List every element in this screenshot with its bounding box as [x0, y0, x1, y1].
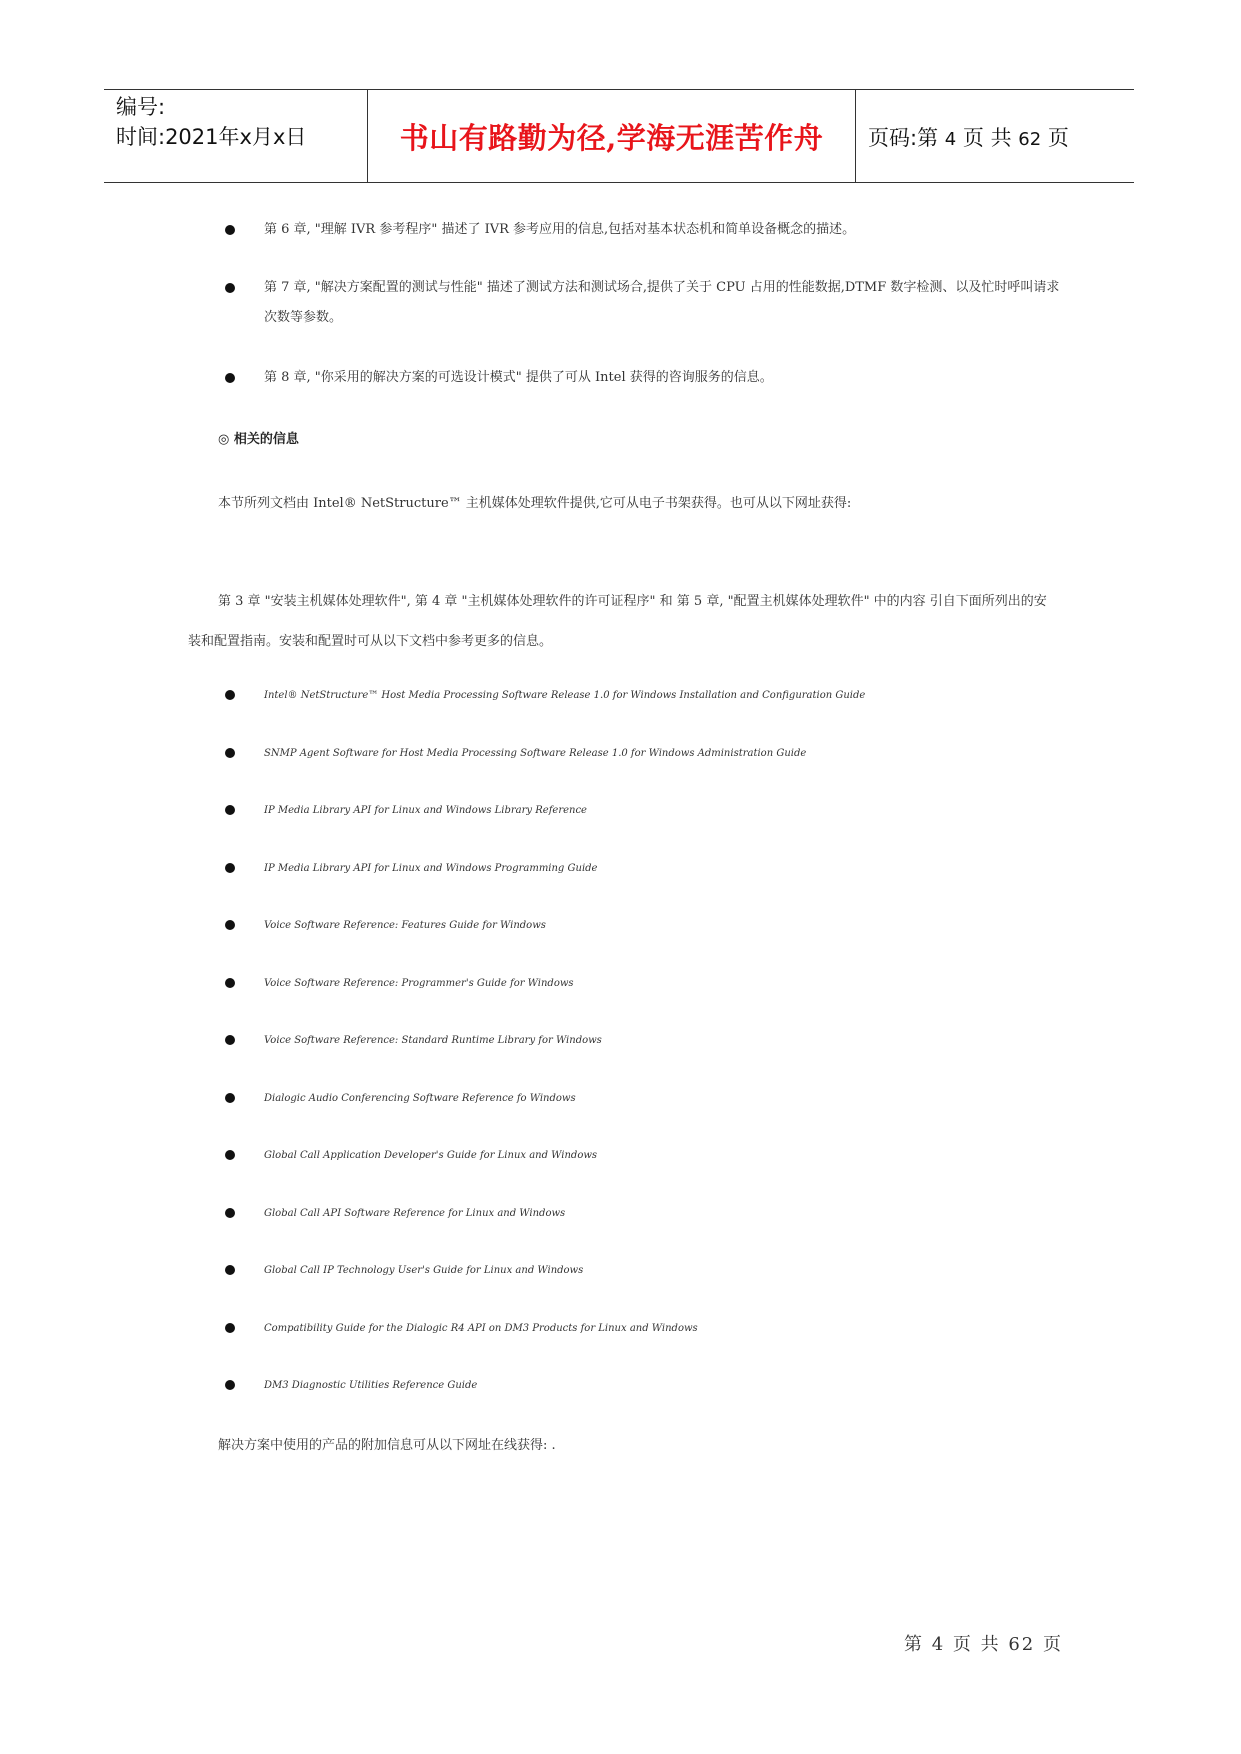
document-time-label: 时间:2021年x月x日 [116, 125, 307, 149]
related-info-heading: ◎ 相关的信息 [218, 432, 299, 447]
reference-item: Global Call API Software Reference for Linux and Windows [264, 1208, 566, 1219]
bullet-icon [225, 1093, 235, 1103]
bullet-icon [225, 373, 235, 383]
reference-item: Voice Software Reference: Standard Runtime Library for Windows [264, 1035, 602, 1046]
reference-item: Compatibility Guide for the Dialogic R4 API on DM3 Products for Linux and Windows [264, 1323, 698, 1334]
header-top-rule [104, 89, 1134, 90]
page-current: 4 [944, 129, 957, 150]
reference-item: Voice Software Reference: Programmer's Guide for Windows [264, 978, 574, 989]
chapter-item: 第 6 章, "理解 IVR 参考程序" 描述了 IVR 参考应用的信息,包括对基本状态机和简单设备概念的描述。 [264, 222, 856, 237]
reference-item: Dialogic Audio Conferencing Software Reference fo Windows [264, 1093, 576, 1104]
bullet-icon [225, 748, 235, 758]
bullet-icon [225, 920, 235, 930]
bullet-icon [225, 1035, 235, 1045]
bullet-icon [225, 225, 235, 235]
bullet-icon [225, 1208, 235, 1218]
chapter-item: 第 8 章, "你采用的解决方案的可选设计模式" 提供了可从 Intel 获得的咨询服务的信息。 [264, 370, 773, 385]
install-paragraph: 第 3 章 "安装主机媒体处理软件", 第 4 章 "主机媒体处理软件的许可证程序" 和 第 5 章, "配置主机媒体处理软件" 中的内容 引自下面所列出的安装和配置指南。安装和配置时可从以下文档中参考更多的信息。 [188, 594, 1047, 649]
page-footer: 第 4 页 共 62 页 [904, 1634, 1063, 1655]
bullet-icon [225, 283, 235, 293]
bullet-icon [225, 1265, 235, 1275]
chapter-item: 第 7 章, "解决方案配置的测试与性能" 描述了测试方法和测试场合,提供了关于 CPU 占用的性能数据,DTMF 数字检测、以及忙时呼叫请求次数等参数。 [264, 280, 1060, 325]
online-note: 解决方案中使用的产品的附加信息可从以下网址在线获得: . [218, 1438, 556, 1453]
reference-item: SNMP Agent Software for Host Media Processing Software Release 1.0 for Windows Administration Guide [264, 748, 807, 759]
reference-item: IP Media Library API for Linux and Windows Programming Guide [264, 863, 598, 874]
page-prefix: 页码:第 [868, 126, 939, 150]
bullet-icon [225, 1380, 235, 1390]
bullet-icon [225, 978, 235, 988]
header-motto: 书山有路勤为径,学海无涯苦作舟 [399, 121, 824, 155]
reference-item: IP Media Library API for Linux and Windows Library Reference [264, 805, 587, 816]
page-suffix: 页 [1047, 126, 1069, 150]
reference-item: DM3 Diagnostic Utilities Reference Guide [264, 1380, 478, 1391]
reference-item: Intel® NetStructure™ Host Media Processing Software Release 1.0 for Windows Installation and Configuration Guide [264, 690, 866, 701]
bullet-icon [225, 805, 235, 815]
bullet-icon [225, 1150, 235, 1160]
header-page-info [868, 122, 1069, 152]
document-number-label: 编号: [116, 95, 166, 119]
header-bottom-rule [104, 182, 1134, 183]
header-meta [116, 92, 306, 152]
bullet-icon [225, 863, 235, 873]
header-divider-right [855, 89, 856, 183]
bullet-icon [225, 690, 235, 700]
reference-item: Global Call Application Developer's Guide for Linux and Windows [264, 1150, 598, 1161]
page-mid: 页 共 [962, 126, 1012, 150]
bullet-icon [225, 1323, 235, 1333]
reference-item: Voice Software Reference: Features Guide for Windows [264, 920, 546, 931]
intro-paragraph: 本节所列文档由 Intel® NetStructure™ 主机媒体处理软件提供,它可从电子书架获得。也可从以下网址获得: [218, 496, 852, 511]
page-total: 62 [1018, 129, 1042, 150]
reference-item: Global Call IP Technology User's Guide for Linux and Windows [264, 1265, 584, 1276]
